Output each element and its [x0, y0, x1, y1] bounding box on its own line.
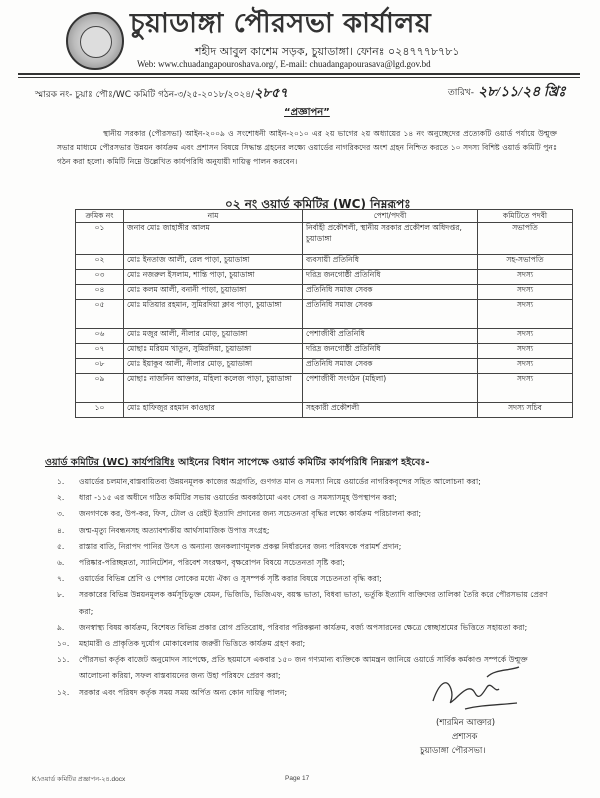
responsibilities-title-prefix: ওয়ার্ড কমিটির (WC) কার্যপরিধিঃ [45, 457, 175, 468]
row-position: সদস্য [478, 285, 573, 300]
header-rule [18, 73, 580, 75]
row-name: মোঃ নজরুল ইসলাম, শান্তি পাড়া, চুয়াডাঙ্গা [124, 270, 303, 285]
item-text: জনগণকে কর, উপ-কর, ফিস, টোল ও রেইট ইত্যাদি প্রদানের জন্য সচেতনতা বৃদ্ধির লক্ষ্যে কার্যক্রম পরিচালনা করা; [79, 509, 422, 519]
table-row [76, 300, 573, 329]
item-number: ১. [57, 477, 65, 486]
list-item [57, 490, 557, 506]
footer-page-number: Page 17 [285, 775, 310, 782]
row-occupation: সহকারী প্রকৌশলী [303, 403, 478, 418]
row-serial: ০১ [76, 223, 124, 255]
header-occupation: পেশা/পদবী [303, 210, 478, 223]
row-serial: ০৪ [76, 285, 124, 300]
signatory-organization: চুয়াডাঙ্গা পৌরসভা। [420, 746, 486, 756]
table-row [76, 359, 573, 374]
intro-paragraph: স্থানীয় সরকার (পৌরসভা) আইন-২০০৯ ও সংশোধনী আইন-২০১০ এর ২য় ভাগের ২য় অধ্যায়ের ১৪ নং অনুচ্ছেদের প্রত্যেকটি ওয়ার্ড পর্যায়ে উন্মুক্ত সভার মাধ্যমে পৌরসভার উন্নয়ন কার্যক্রম এবং প্রশাসন বিষয়ে সিদ্ধান্ত গ্রহনের লক্ষ্যে ওয়ার্ডের নাগরিকদের অংশ গ্রহন নিশ্চিত করতে ১০ সদস্য বিশিষ্ট ওয়ার্ড কমিটি পুনঃ গঠন করা হলো। কমিটি নিম্নে উল্লেখিত কার্যপরিধি অনুযায়ী দায়িত্ব পালন করবেন। [57, 129, 557, 166]
row-position: সদস্য [478, 344, 573, 359]
item-number: ৯. [57, 622, 65, 632]
item-text: ধারা -১১৫ এর অধীনে গঠিত কমিটির সভায় ওয়ার্ডের অবকাঠামো এবং সেবা ও সমস্যাসমূহ উপস্থাপন করা; [79, 493, 397, 503]
list-item [57, 506, 557, 522]
item-text: পৌরসভা কর্তৃক বাজেট অনুমোদন সাপেক্ষে, প্রতি ছয়মাসে একবার ১৫০ জন গণ্যমান্য ব্যক্তিকে আমন্ত্রন জানিয়ে ওয়ার্ডে সার্বিক কর্মকাণ্ড সম্পর্কে উন্মুক্ত আলোচনা করিয়া, সফল বাস্তবায়নের জন্য উহা পরিষদে প্রেরণ করা; [79, 655, 528, 681]
row-occupation: ব্যবসায়ী প্রতিনিধি [303, 255, 478, 270]
row-occupation: দরিদ্র জনগোষ্ঠী প্রতিনিধি [303, 344, 478, 359]
row-name: মোঃ হাফিজুর রহমান কাওছার [124, 403, 303, 418]
header-serial: ক্রমিক নং [76, 210, 124, 223]
row-name: মোঃ কলম আলী, বনানী পাড়া, চুয়াডাঙ্গা [124, 285, 303, 300]
list-item [57, 539, 557, 555]
date-value: ২৮/১১/২৪ খ্রিঃ [478, 85, 566, 100]
responsibilities-title-rest: আইনের বিধান সাপেক্ষে ওয়ার্ড কমিটির কার্যপরিধি নিম্নরূপ হইবেঃ- [174, 457, 430, 468]
list-item [57, 620, 557, 636]
row-occupation: প্রতিনিধি সমাজ সেবক [303, 285, 478, 300]
signatory-title: প্রশাসক [452, 732, 478, 742]
item-text: ওয়ার্ডের চলমান,বাস্তবায়িতব্য উন্নয়নমূলক কাজের অগ্রগতি, গুণগত মান ও সমস্যা নিয়ে ওয়ার্ডের নাগরিকবৃন্দের সহিত আলোচনা করা; [79, 477, 481, 486]
row-occupation: পেশাজীবী প্রতিনিধি [303, 329, 478, 344]
table-row [76, 344, 573, 359]
row-position: সদস্য [478, 359, 573, 374]
row-occupation: নির্বাহী প্রকৌশলী, স্থানীয় সরকার প্রকৌশল অধিদপ্তর, চুয়াডাঙ্গা [303, 223, 478, 255]
row-occupation: দরিদ্র জনগোষ্ঠী প্রতিনিধি [303, 270, 478, 285]
item-number: ৮. [57, 590, 65, 600]
list-item [57, 571, 557, 587]
item-text: সরকার এবং পরিষদ কর্তৃক সময় সময় অর্পিত অন্য কোন দায়িত্ব পালন; [79, 687, 288, 697]
header-committee-position: কমিটিতে পদবী [478, 210, 573, 223]
ward-committee-table [75, 209, 573, 418]
signatory-name: (শারমিন আক্তার) [436, 718, 496, 728]
item-number: ৩. [57, 509, 65, 519]
row-position: সহ-সভাপতি [478, 255, 573, 270]
row-position: সদস্য [478, 300, 573, 329]
list-item [57, 555, 557, 571]
item-number: ১২. [57, 687, 70, 697]
row-serial: ০৯ [76, 374, 124, 403]
list-item [57, 587, 557, 619]
handwritten-signature [425, 663, 525, 715]
row-name: জনাব মোঃ জাহাঙ্গীর আলম [124, 223, 303, 255]
row-serial: ০৬ [76, 329, 124, 344]
row-serial: ০৫ [76, 300, 124, 329]
item-text: রাস্তার বাতি, নিরাপদ পানির উৎস ও অন্যান্য জনকল্যাণমূলক প্রকল্প নির্ধারনের জন্য পরিষদকে পরামর্শ প্রদান; [79, 541, 402, 551]
item-text: পরিষ্কার-পরিচ্ছন্নতা, স্যানিটেশন, পরিবেশ সংরক্ষণ, বৃক্ষরোপন বিষয়ে সচেতনতা সৃষ্টি করা; [79, 558, 345, 568]
logo-emblem [80, 26, 112, 58]
row-occupation: প্রতিনিধি সমাজ সেবক [303, 359, 478, 374]
office-title: চুয়াডাঙ্গা পৌরসভা কার্যালয় [130, 8, 432, 39]
memo-prefix: স্মারক নং- চুয়াঃ পৌঃ/WC কমিটি গঠন-৩/২৫-২০১৮/২০২৪/ [35, 90, 255, 100]
row-name: মোছাঃ মরিয়ম খাতুন, সুমিরদিয়া, চুয়াডাঙ্গা [124, 344, 303, 359]
row-serial: ০৩ [76, 270, 124, 285]
table-title: ০২ নং ওয়ার্ড কমিটির (WC) নিম্নরূপঃ [225, 197, 411, 211]
table-row [76, 329, 573, 344]
header-rule-thin [18, 77, 580, 78]
item-text: জন্ম-মৃত্যু নিবন্ধনসহ অত্যাবশ্যকীয় আর্থসামাজিক উপাত্ত সংগ্রহ; [79, 525, 270, 535]
list-item [57, 474, 557, 490]
table-row [76, 270, 573, 285]
table-row [76, 285, 573, 300]
row-position: সদস্য সচিব [478, 403, 573, 418]
row-name: মোঃ মতিয়ার রহমান, সুমিরদিয়া ক্লাব পাড়া, চুয়াডাঙ্গা [124, 300, 303, 329]
memo-line [35, 84, 288, 105]
item-number: ৫. [57, 541, 65, 551]
notice-title: “প্রজ্ঞাপন” [284, 107, 330, 118]
list-item [57, 523, 557, 539]
row-serial: ০৭ [76, 344, 124, 359]
header-name: নাম [124, 210, 303, 223]
table-row [76, 223, 573, 255]
row-name: মোঃ ইয়াকুব আলী, নীলার মোড়, চুয়াডাঙ্গা [124, 359, 303, 374]
item-number: ১০. [57, 639, 70, 649]
office-address: শহীদ আবুল কাশেম সড়ক, চুয়াডাঙ্গা। ফোনঃ ০২৪৭৭৭৮৭৮১ [195, 45, 460, 58]
row-position: সদস্য [478, 374, 573, 403]
row-position: সদস্য [478, 329, 573, 344]
item-text: ওয়ার্ডের বিভিন্ন শ্রেণি ও পেশার লোকের মধ্যে ঐক্য ও সুসম্পর্ক সৃষ্টি করার বিষয়ে সচেতনতা বৃদ্ধি করা; [79, 574, 382, 584]
footer-file-path: K:\ওয়ার্ড কমিটির প্রজ্ঞাপন-২৪.docx [32, 776, 126, 783]
item-number: ৪. [57, 525, 65, 535]
row-serial: ০৮ [76, 359, 124, 374]
row-position: সভাপতি [478, 223, 573, 255]
list-item [57, 636, 557, 652]
row-serial: ১০ [76, 403, 124, 418]
item-text: জনস্বাস্থ্য বিষয় কার্যক্রম, বিশেষত বিভিন্ন প্রকার রোগ প্রতিরোধ, পরিবার পরিকল্পনা কার্যক্রম, বর্জ্য অপসারনের ক্ষেত্রে স্বেচ্ছাশ্রমের ভিত্তিতে সহায়তা করা; [79, 622, 528, 632]
item-number: ৭. [57, 574, 65, 584]
item-number: ১১. [57, 655, 70, 665]
row-position: সদস্য [478, 270, 573, 285]
table-row [76, 255, 573, 270]
row-name: মোঃ ইনতাজ আলী, রেল পাড়া, চুয়াডাঙ্গা [124, 255, 303, 270]
row-occupation: প্রতিনিধি সমাজ সেবক [303, 300, 478, 329]
row-serial: ০২ [76, 255, 124, 270]
responsibilities-title [45, 456, 430, 471]
date-label: তারিখ- [448, 88, 475, 98]
office-web-email: Web: www.chuadangapouroshava.org/, E-mail: chuadangapourasava@lgd.gov.bd [137, 59, 431, 69]
table-row [76, 403, 573, 418]
municipality-logo [66, 12, 124, 70]
memo-number: ২৮৫৭ [254, 85, 288, 100]
row-name: মোঃ মজুর আলী, নীলার মোড়, চুয়াডাঙ্গা [124, 329, 303, 344]
table-header-row [76, 210, 573, 223]
table-row [76, 374, 573, 403]
item-number: ৬. [57, 558, 65, 568]
row-occupation: পেশাজীবী সংগঠন (মহিলা) [303, 374, 478, 403]
item-text: মহামারী ও প্রাকৃতিক দুর্যোগ মোকাবেলায় জরুরী ভিত্তিতে কার্যক্রম গ্রহণ করা; [79, 639, 306, 649]
item-text: সরকারের বিভিন্ন উন্নয়নমূলক কর্মসূচিভুক্ত যেমন, ভিজিডি, ভিজিএফ, বয়স্ক ভাতা, বিধবা ভাতা, ভর্তুকি ইত্যাদি ব্যক্তিদের তালিকা তৈরি করে পৌরসভায় প্রেরণ করা; [79, 590, 548, 616]
item-number: ২. [57, 493, 65, 503]
row-name: মোছাঃ নাজনিন আক্তার, মহিলা কলেজ পাড়া, চুয়াডাঙ্গা [124, 374, 303, 403]
